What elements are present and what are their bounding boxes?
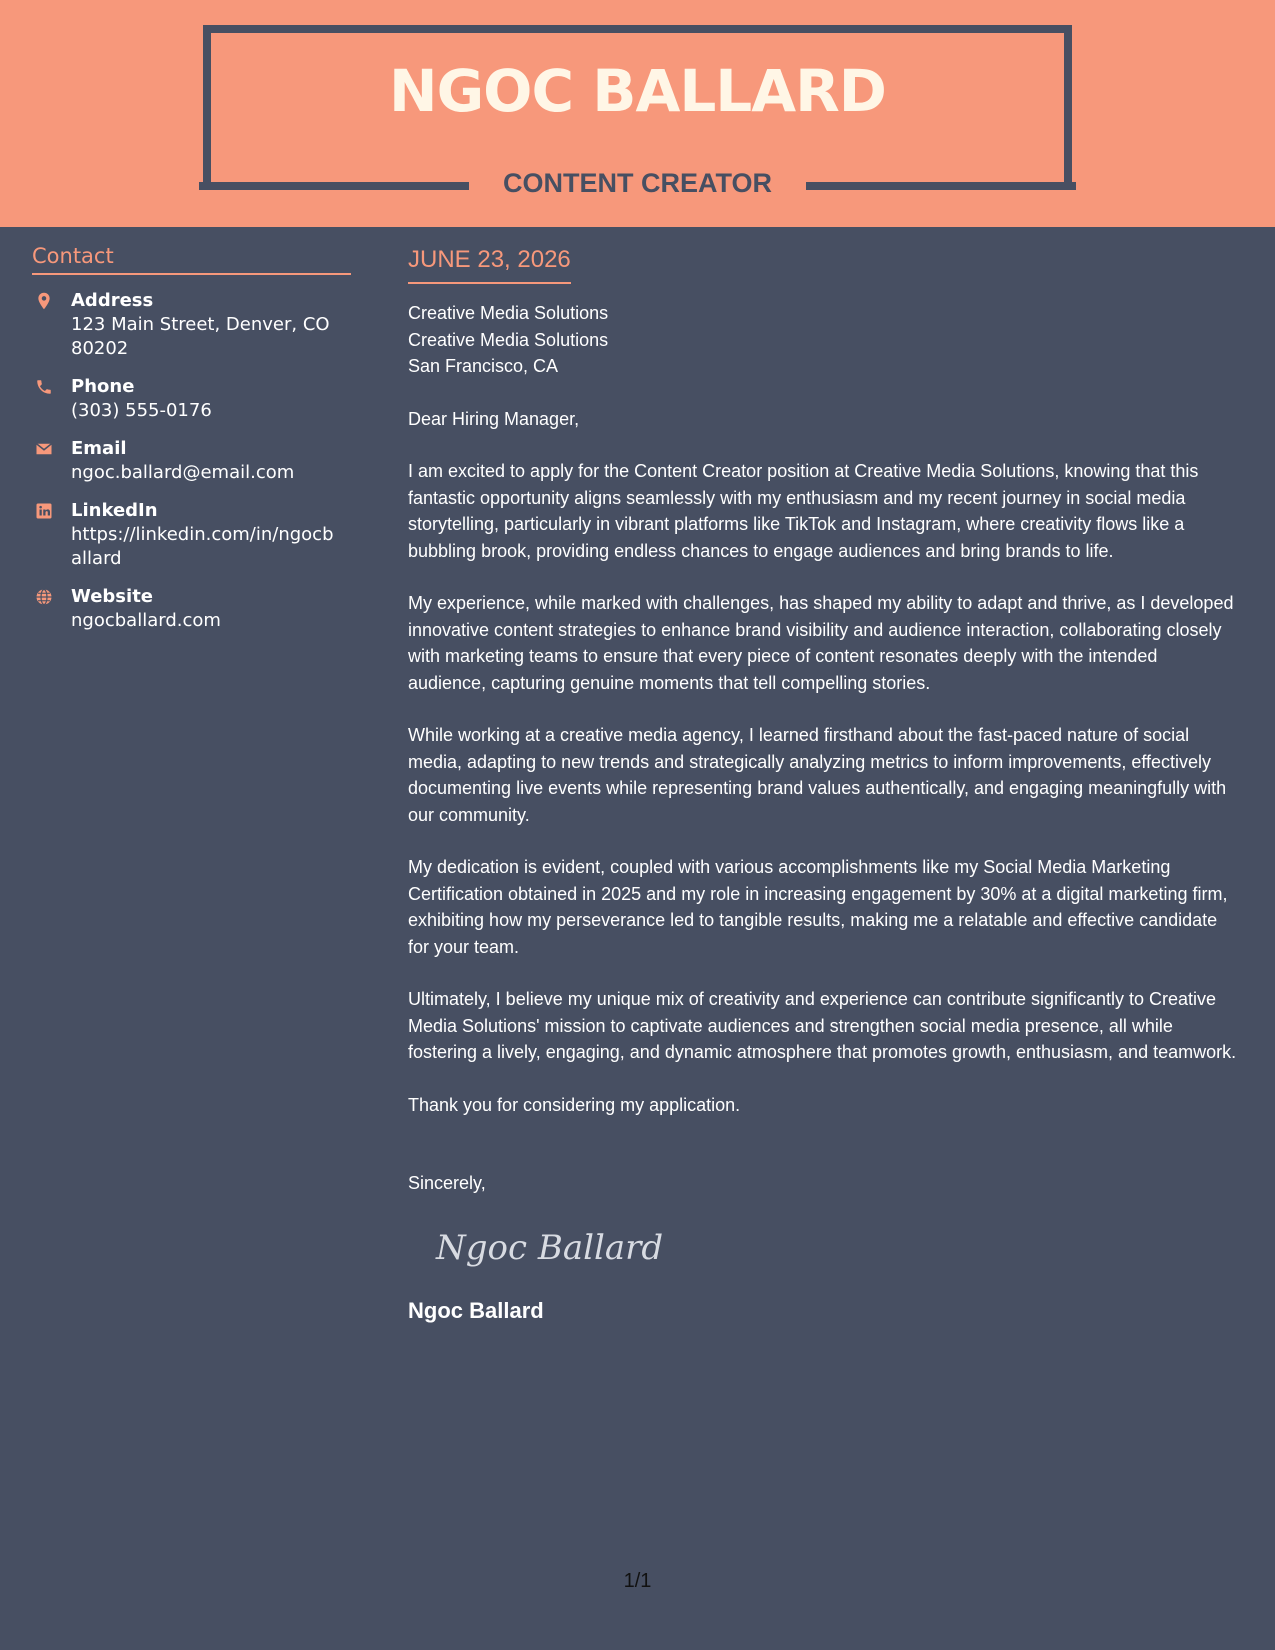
salutation: Dear Hiring Manager, (408, 408, 580, 429)
contact-item-email (32, 437, 351, 485)
recipient-line: San Francisco, CA (408, 356, 559, 376)
linkedin-icon (35, 502, 53, 520)
letter-date: JUNE 23, 2026 (408, 244, 571, 284)
linkedin-value[interactable]: https://linkedin.com/in/ngocballard (71, 524, 334, 569)
signature-text: Ngoc Ballard (436, 1227, 664, 1268)
header-frame-bottom-right (806, 182, 1076, 190)
letter-body (408, 244, 1238, 1326)
body-paragraph: Ultimately, I believe my unique mix of creativity and experience can contribute significantly to Creative Media Solutions' mission to captivate audiences and strengthen social media presence, all while fostering a lively, engaging, and dynamic atmosphere that promotes growth, enthusiasm, and teamwork. (408, 989, 1237, 1062)
body-paragraph: My dedication is evident, coupled with various accomplishments like my Social Media Marketing Certification obtained in 2025 and my role in increasing engagement by 30% at a digital marketing firm, exhibiting how my perseverance led to tangible results, making me a relatable and effective candidate for your team. (408, 857, 1228, 957)
contact-label: LinkedIn (71, 500, 158, 521)
signer-name: Ngoc Ballard (408, 1297, 544, 1323)
signature-image (432, 1217, 692, 1273)
phone-icon (35, 378, 53, 396)
contact-heading: Contact (32, 243, 351, 275)
contact-item-address (32, 289, 351, 361)
globe-icon (35, 588, 53, 606)
contact-item-linkedin (32, 499, 351, 571)
body-paragraph: While working at a creative media agency, I learned firsthand about the fast-paced nature of social media, adapting to new trends and strategically analyzing metrics to inform improvements, effectively documenting live events while representing brand values authentically, and engaging meaningfully with our community. (408, 725, 1227, 825)
header-frame-bottom-left (199, 182, 469, 190)
contact-label: Website (71, 586, 154, 607)
envelope-icon (35, 440, 53, 458)
address-value: 123 Main Street, Denver, CO 80202 (71, 314, 330, 359)
recipient-line: Creative Media Solutions (408, 329, 609, 350)
body-paragraph: My experience, while marked with challenges, has shaped my ability to adapt and thrive, as I developed innovative content strategies to enhance brand visibility and audience interaction, collaborating closely with marketing teams to ensure that every piece of content resonates deeply with the intended audience, capturing genuine moments that tell compelling stories. (408, 593, 1234, 693)
applicant-name: NGOC BALLARD (389, 57, 886, 125)
closing: Sincerely, (408, 1173, 486, 1193)
contact-item-phone (32, 375, 351, 423)
map-pin-icon (35, 292, 53, 310)
job-title: CONTENT CREATOR (503, 168, 772, 198)
recipient-line: Creative Media Solutions (408, 303, 609, 323)
page-number: 1/1 (623, 1570, 652, 1592)
phone-value: (303) 555-0176 (71, 400, 212, 421)
body-paragraph: I am excited to apply for the Content Creator position at Creative Media Solutions, knowing that this fantastic opportunity aligns seamlessly with my enthusiasm and my recent journey in social media storytelling, particularly in vibrant platforms like TikTok and Instagram, where creativity flows like a bubbling brook, providing endless chances to engage audiences and bring brands to life. (408, 461, 1199, 561)
contact-item-website (32, 585, 351, 633)
body-paragraph: Thank you for considering my application. (408, 1094, 741, 1115)
contact-label: Phone (71, 376, 135, 397)
recipient-block (408, 300, 1238, 380)
contact-sidebar (32, 243, 351, 633)
header-banner (0, 0, 1275, 227)
contact-label: Address (71, 290, 154, 311)
contact-label: Email (71, 438, 127, 459)
email-value: ngoc.ballard@email.com (71, 462, 295, 483)
website-value[interactable]: ngocballard.com (71, 610, 221, 631)
